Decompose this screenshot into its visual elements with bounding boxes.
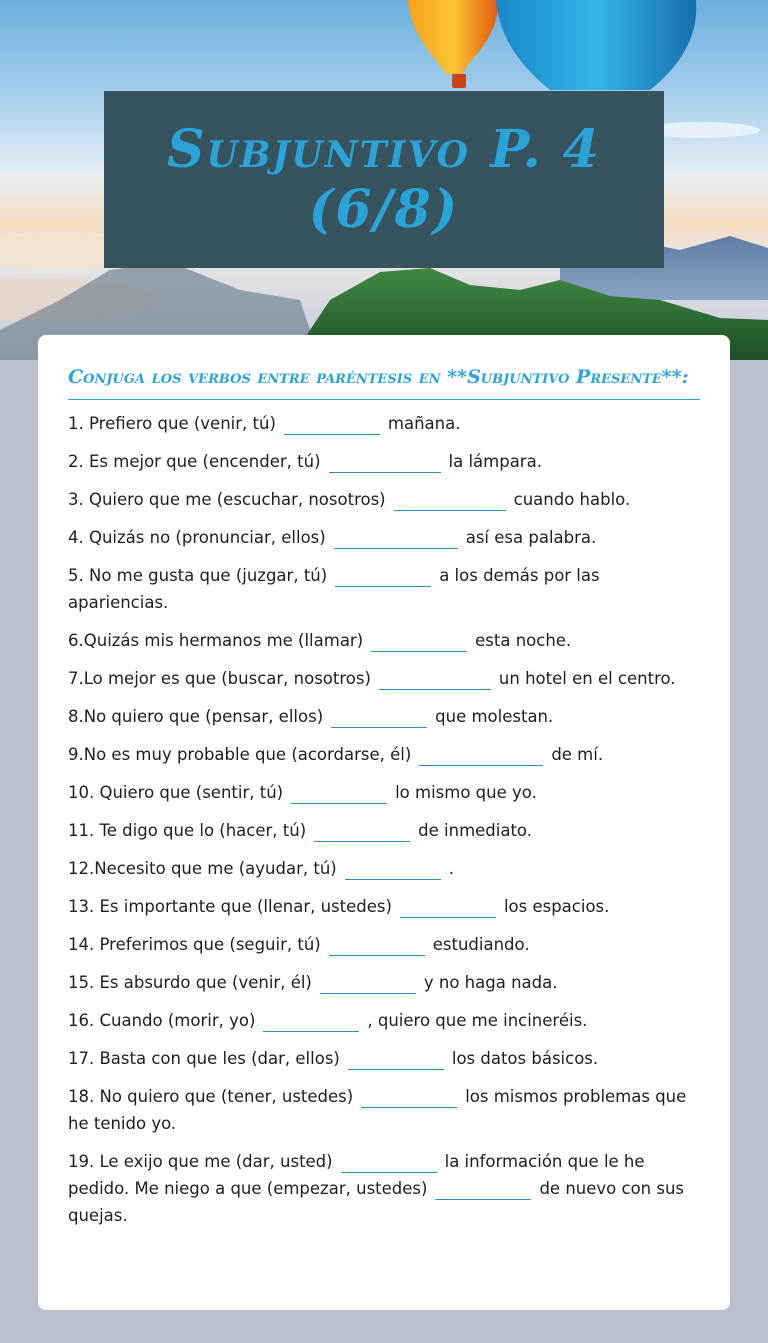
answer-blank-18[interactable] [361, 1087, 457, 1108]
question-5: 5. No me gusta que (juzgar, tú) a los demás por las apariencias. [68, 566, 600, 612]
answer-blank-12[interactable] [345, 859, 441, 880]
question-7: 7.Lo mejor es que (buscar, nosotros) un hotel en el centro. [68, 669, 676, 688]
answer-blank-4[interactable] [334, 528, 458, 549]
answer-blank-13[interactable] [400, 897, 496, 918]
question-13: 13. Es importante que (llenar, ustedes) los espacios. [68, 897, 610, 916]
question-4: 4. Quizás no (pronunciar, ellos) así esa palabra. [68, 528, 597, 547]
answer-blank-19a[interactable] [341, 1152, 437, 1173]
question-14: 14. Preferimos que (seguir, tú) estudiando. [68, 935, 530, 954]
question-17: 17. Basta con que les (dar, ellos) los datos básicos. [68, 1049, 599, 1068]
exercise-card [38, 335, 730, 1310]
question-15: 15. Es absurdo que (venir, él) y no haga nada. [68, 973, 558, 992]
answer-blank-3[interactable] [394, 490, 506, 511]
answer-blank-16[interactable] [263, 1011, 359, 1032]
answer-blank-11[interactable] [314, 821, 410, 842]
answer-blank-7[interactable] [379, 669, 491, 690]
answer-blank-6[interactable] [371, 631, 467, 652]
answer-blank-10[interactable] [291, 783, 387, 804]
answer-blank-17[interactable] [348, 1049, 444, 1070]
question-8: 8.No quiero que (pensar, ellos) que molestan. [68, 707, 554, 726]
question-18: 18. No quiero que (tener, ustedes) los mismos problemas que he tenido yo. [68, 1087, 687, 1133]
answer-blank-14[interactable] [329, 935, 425, 956]
answer-blank-1[interactable] [284, 414, 380, 435]
question-12: 12.Necesito que me (ayudar, tú) . [68, 859, 454, 878]
question-2: 2. Es mejor que (encender, tú) la lámpara. [68, 452, 542, 471]
question-16: 16. Cuando (morir, yo) , quiero que me incineréis. [68, 1011, 588, 1030]
answer-blank-5[interactable] [335, 566, 431, 587]
answer-blank-9[interactable] [419, 745, 543, 766]
question-19: 19. Le exijo que me (dar, usted) la información que le he pedido. Me niego a que (empezar, ustedes) de nuevo con sus quejas. [68, 1152, 685, 1225]
page-title: Subjuntivo P. 4 (6/8) [167, 118, 601, 240]
instructions-heading: Conjuga los verbos entre paréntesis en **Subjuntivo Presente**: [68, 365, 700, 400]
answer-blank-2[interactable] [329, 452, 441, 473]
question-1: 1. Prefiero que (venir, tú) mañana. [68, 414, 461, 433]
question-11: 11. Te digo que lo (hacer, tú) de inmediato. [68, 821, 532, 840]
answer-blank-19b[interactable] [435, 1179, 531, 1200]
question-10: 10. Quiero que (sentir, tú) lo mismo que yo. [68, 783, 537, 802]
question-6: 6.Quizás mis hermanos me (llamar) esta noche. [68, 631, 572, 650]
title-banner [104, 91, 664, 268]
answer-blank-15[interactable] [320, 973, 416, 994]
answer-blank-8[interactable] [331, 707, 427, 728]
question-9: 9.No es muy probable que (acordarse, él) de mí. [68, 745, 604, 764]
question-3: 3. Quiero que me (escuchar, nosotros) cuando hablo. [68, 490, 631, 509]
